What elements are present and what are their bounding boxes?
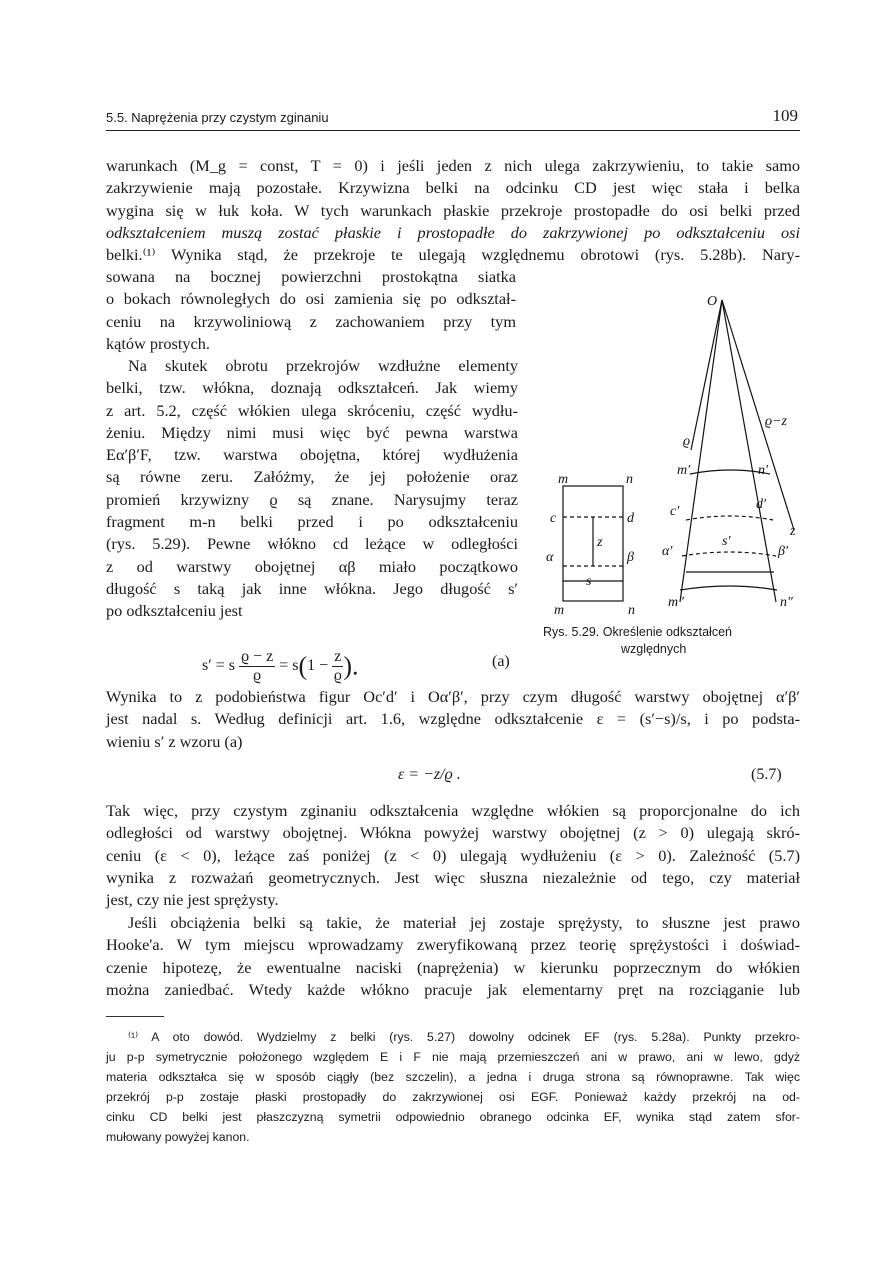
- label-O: O: [707, 294, 718, 309]
- caption-line: Rys. 5.29. Określenie odkształceń: [543, 625, 732, 639]
- text-line: po odkształceniu jest: [106, 601, 243, 621]
- text-line: jest nadal s. Według definicji art. 1.6, względne odkształcenie ε = (s′−s)/s, i po podsta-: [106, 709, 800, 729]
- eq-fraction-1: [239, 648, 275, 685]
- footnote-line: mułowany powyżej kanon.: [106, 1130, 250, 1144]
- label-beta: β: [627, 550, 634, 565]
- label-rho-minus-z: ϱ−z: [765, 414, 787, 429]
- eq-numerator: z: [334, 648, 342, 665]
- eq-paren-open: (: [298, 651, 308, 681]
- arc-m2-n2: [680, 586, 777, 590]
- label-n: n: [626, 472, 633, 487]
- text-line: można zaniedbać. Wtedy każde włókno pracuje jak elementarny pręt na rozciąganie lub: [106, 979, 800, 999]
- figure-caption: [543, 624, 811, 658]
- text-line: kątów prostych.: [106, 333, 210, 353]
- paragraph-2: [106, 355, 518, 623]
- label-c1: c′: [670, 504, 680, 519]
- text-line: Eα′β′F, tzw. warstwa obojętna, której wydłużenia: [106, 445, 518, 465]
- text-line: Wynika to z podobieństwa figur Oc′d′ i Oα′β′, przy czym długość warstwy obojętnej α′β′: [106, 687, 800, 706]
- eq-denominator: ϱ: [253, 667, 262, 684]
- text-line: Hooke'a. W tym miejscu wprowadzamy zweryfikowaną przez teorię sprężystości i doświad-: [106, 935, 800, 955]
- text-line: ceniu na krzywoliniową z zachowaniem przy tym: [106, 311, 516, 331]
- figure-5-29: [540, 280, 810, 620]
- label-c: c: [550, 511, 557, 526]
- text-line: z art. 5.2, część włókien ulega skróceniu, część wydłu-: [106, 400, 518, 420]
- running-header: [106, 108, 800, 131]
- equation-a: [202, 648, 358, 685]
- text-line: o bokach równoległych do osi zamienia się po odkształ-: [106, 289, 516, 309]
- text-line: belki, tzw. włókna, doznają odkształceń. Jak wiemy: [106, 378, 518, 398]
- text-line: długość s taką jak inne włókna. Jego długość s′: [106, 578, 518, 598]
- label-s: s: [586, 574, 592, 589]
- label-n2: n″: [780, 595, 793, 610]
- equation-5-7-label: (5.7): [751, 766, 782, 783]
- eq-fraction-2: [332, 648, 343, 685]
- label-alpha: α: [546, 550, 554, 565]
- text-line: sowana na bocznej powierzchni prostokątna siatka: [106, 267, 516, 286]
- footnote-line: ⁽¹⁾ A oto dowód. Wydzielmy z belki (rys. 5.27) dowolny odcinek EF (rys. 5.28a). Punkty przekro-: [128, 1030, 800, 1044]
- text-line: z od warstwy obojętnej αβ miało początkowo: [106, 556, 518, 576]
- eq-numerator: ϱ − z: [240, 648, 274, 665]
- label-m-bottom: m: [554, 603, 565, 618]
- label-n-bottom: n: [628, 603, 635, 618]
- text-line: wieniu s′ z wzoru (a): [106, 731, 243, 751]
- text-line: belki.⁽¹⁾ Wynika stąd, że przekroje te ulegają względnemu obrotowi (rys. 5.28b). Nary-: [106, 245, 800, 265]
- text-line: promień krzywizny ϱ są znane. Narysujmy teraz: [106, 489, 518, 509]
- eq-paren-close: ).: [343, 651, 359, 681]
- label-rho: ϱ: [683, 434, 691, 449]
- label-d1: d′: [756, 497, 767, 512]
- text-line: czenie hipotezę, że ewentualne naciski (naprężenia) w kierunku poprzecznym do włókien: [106, 957, 800, 977]
- section-title: 5.5. Naprężenia przy czystym zginaniu: [106, 110, 329, 125]
- eq-mid: = s: [279, 657, 299, 675]
- text-line: warunkach (M_g = const, T = 0) i jeśli jeden z nich ulega zakrzywieniu, to takie samo: [106, 156, 800, 175]
- label-n1: n′: [758, 463, 769, 478]
- text-line: Na skutek obrotu przekrojów wzdłużne elementy: [128, 356, 518, 375]
- footnote: [106, 1027, 800, 1147]
- label-m2: m″: [668, 595, 684, 610]
- label-d: d: [627, 511, 634, 526]
- ray-right: [722, 300, 776, 602]
- paragraph-4: [106, 800, 800, 911]
- footnote-line: cinku CD belki jest płaszczyzną symetrii odpowiednio obranego odcinka EF, wynika stąd zatem sfor-: [106, 1110, 800, 1124]
- text-line: (rys. 5.29). Pewne włókno cd leżące w odległości: [106, 534, 518, 554]
- footnote-line: materia odkształca się w sposób ciągły (bez szczelin), a jedna i druga strona są równoprawne. Tak więc: [106, 1070, 800, 1084]
- text-line: wynika z rozważań geometrycznych. Jest więc słuszna niezależnie od tego, czy materiał: [106, 867, 800, 887]
- text-line: odległości od warstwy obojętnej. Włókna powyżej warstwy obojętnej (z > 0) ulegają skró-: [106, 823, 800, 843]
- paragraph-3: [106, 686, 800, 753]
- footnote-line: ju p-p symetrycznie położonego względem E i F nie mają przemieszczeń ani w prawo, ani w lewo, gdyż: [106, 1050, 800, 1064]
- equation-a-label: (a): [492, 653, 510, 670]
- eq-lhs: s′ = s: [202, 657, 235, 675]
- eq-denominator: ϱ: [333, 667, 342, 684]
- text-line: ceniu (ε < 0), leżące zaś poniżej (z < 0) ulegają wydłużeniu (ε > 0). Zależność (5.7): [106, 845, 800, 865]
- page-number: 109: [772, 106, 798, 125]
- label-beta1: β′: [778, 544, 789, 559]
- footnote-line: przekrój p-p zostaje płaski prostopadły do zakrzywionej osi EGF. Ponieważ każdy przekrój na od-: [106, 1090, 800, 1104]
- paragraph-1: [106, 155, 800, 266]
- text-line: zakrzywienie mają pozostałe. Krzywizna belki na odcinku CD jest więc stała i belka: [106, 178, 800, 198]
- caption-line: względnych: [621, 642, 687, 656]
- label-z: z: [597, 535, 603, 550]
- arc-alpha1-beta1: [682, 552, 776, 556]
- paragraph-5: [106, 912, 800, 1001]
- text-line: wygina się w łuk koła. W tych warunkach płaskie przekroje prostopadłe do osi belki przed: [106, 200, 800, 220]
- paragraph-1-cont: [106, 266, 516, 355]
- text-line: Jeśli obciążenia belki są takie, że materiał jej zostaje sprężysty, to słuszne jest prawo: [128, 913, 800, 932]
- label-z2: z: [790, 524, 796, 539]
- label-m: m: [558, 472, 569, 487]
- text-line: odkształceniem muszą zostać płaskie i prostopadłe do zakrzywionej po odkształceniu osi: [106, 222, 800, 242]
- arc-c1-d1: [686, 516, 773, 520]
- equation-5-7: ε = −z/ϱ .: [398, 766, 461, 783]
- ray-left: [680, 300, 722, 602]
- eq-one-minus: 1 −: [307, 657, 329, 675]
- label-m1: m′: [677, 463, 691, 478]
- text-line: jest, czy nie jest sprężysty.: [106, 890, 279, 910]
- text-line: żeniu. Między nimi musi więc być pewna warstwa: [106, 422, 518, 442]
- text-line: fragment m-n belki przed i po odkształceniu: [106, 512, 518, 532]
- text-line: Tak więc, przy czystym zginaniu odkształcenia względne włókien są proporcjonalne do ich: [106, 801, 800, 820]
- rho-line: [691, 300, 722, 450]
- text-line: są równe zeru. Załóżmy, że jej położenie oraz: [106, 467, 518, 487]
- label-alpha1: α′: [662, 544, 673, 559]
- footnote-rule: [106, 1016, 164, 1017]
- label-s1: s′: [722, 534, 731, 549]
